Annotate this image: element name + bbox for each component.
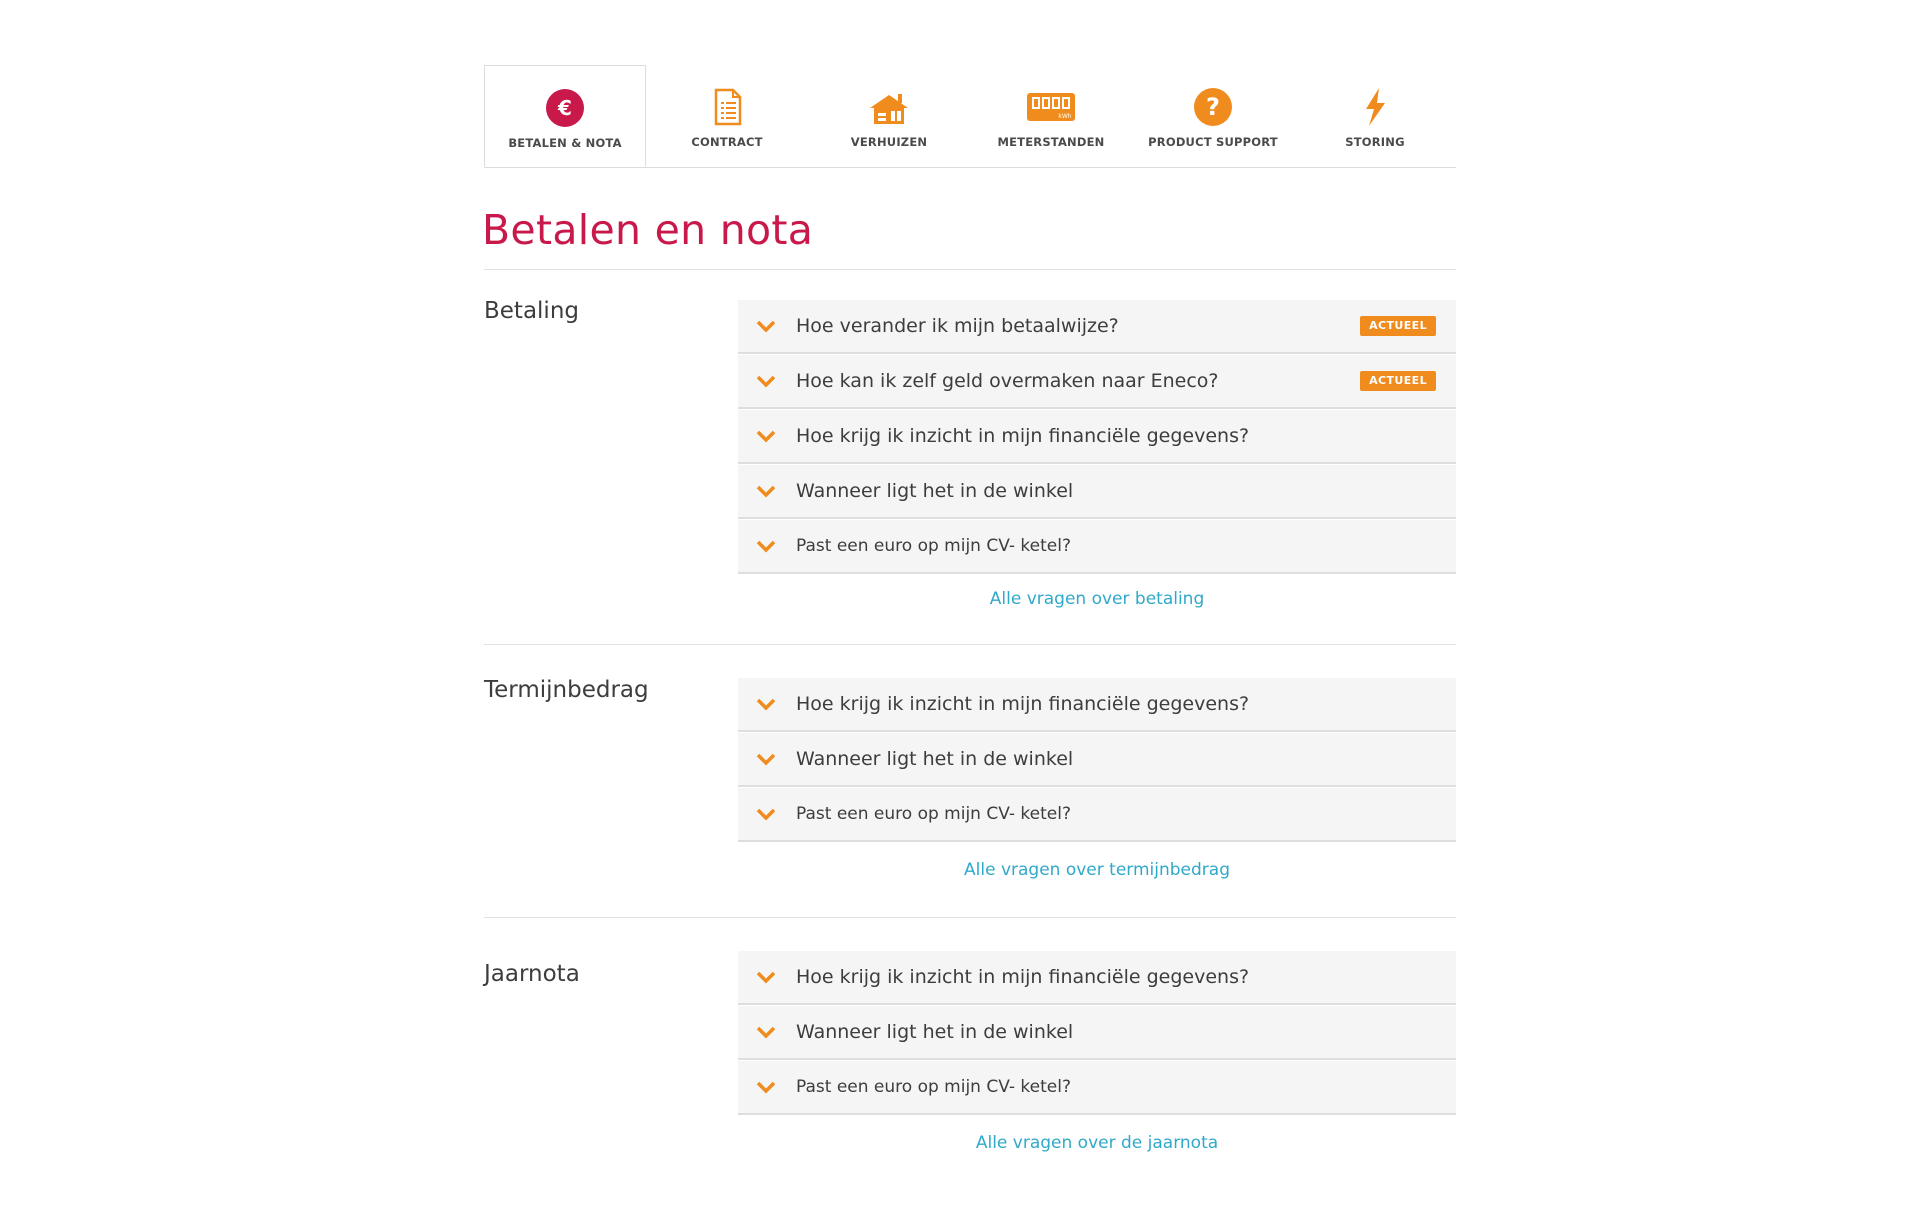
chevron-down-icon xyxy=(755,695,777,713)
chevron-down-icon xyxy=(755,750,777,768)
divider xyxy=(484,917,1456,918)
actueel-badge: ACTUEEL xyxy=(1360,316,1436,336)
tab-label: BETALEN & NOTA xyxy=(508,136,622,150)
category-tabs xyxy=(484,65,1456,168)
faq-question: Wanneer ligt het in de winkel xyxy=(796,480,1074,502)
faq-item[interactable] xyxy=(738,1006,1456,1060)
faq-question: Hoe kan ik zelf geld overmaken naar Eneco? xyxy=(796,370,1219,392)
tab-label: METERSTANDEN xyxy=(997,135,1105,149)
faq-item[interactable] xyxy=(738,1061,1456,1115)
tab-storing[interactable] xyxy=(1294,65,1456,166)
faq-question: Hoe krijg ik inzicht in mijn financiële gegevens? xyxy=(796,425,1250,447)
chevron-down-icon xyxy=(755,805,777,823)
svg-text:€: € xyxy=(558,96,572,120)
svg-text:kWh: kWh xyxy=(1058,113,1072,120)
chevron-down-icon xyxy=(755,537,777,555)
section-title-jaarnota: Jaarnota xyxy=(484,961,580,987)
divider xyxy=(484,269,1456,270)
faq-item[interactable] xyxy=(738,520,1456,574)
euro-icon xyxy=(544,87,586,129)
lightning-icon xyxy=(1354,86,1396,128)
faq-item[interactable] xyxy=(738,355,1456,409)
page-title: Betalen en nota xyxy=(482,206,814,254)
chevron-down-icon xyxy=(755,968,777,986)
tab-product-support[interactable] xyxy=(1132,65,1294,166)
faq-item[interactable] xyxy=(738,951,1456,1005)
faq-question: Wanneer ligt het in de winkel xyxy=(796,1021,1074,1043)
faq-question: Past een euro op mijn CV- ketel? xyxy=(796,1077,1071,1097)
question-icon xyxy=(1192,86,1234,128)
faq-question: Hoe krijg ik inzicht in mijn financiële gegevens? xyxy=(796,966,1250,988)
chevron-down-icon xyxy=(755,1078,777,1096)
document-icon xyxy=(706,86,748,128)
faq-item[interactable] xyxy=(738,678,1456,732)
actueel-badge: ACTUEEL xyxy=(1360,371,1436,391)
chevron-down-icon xyxy=(755,317,777,335)
faq-question: Hoe verander ik mijn betaalwijze? xyxy=(796,315,1119,337)
tab-verhuizen[interactable] xyxy=(808,65,970,166)
faq-question: Past een euro op mijn CV- ketel? xyxy=(796,804,1071,824)
tab-betalen-nota[interactable] xyxy=(484,65,646,167)
tab-meterstanden[interactable] xyxy=(970,65,1132,166)
faq-question: Wanneer ligt het in de winkel xyxy=(796,748,1074,770)
faq-list-betaling xyxy=(738,300,1456,575)
meter-icon xyxy=(1025,86,1077,128)
svg-text:?: ? xyxy=(1206,93,1220,121)
tab-label: STORING xyxy=(1345,135,1405,149)
chevron-down-icon xyxy=(755,1023,777,1041)
faq-question: Past een euro op mijn CV- ketel? xyxy=(796,536,1071,556)
all-questions-jaarnota-link[interactable]: Alle vragen over de jaarnota xyxy=(975,1133,1219,1153)
tab-contract[interactable] xyxy=(646,65,808,166)
tab-label: VERHUIZEN xyxy=(850,135,928,149)
faq-list-jaarnota xyxy=(738,951,1456,1116)
all-questions-termijnbedrag-link[interactable]: Alle vragen over termijnbedrag xyxy=(964,860,1230,880)
house-icon xyxy=(868,86,910,128)
section-title-betaling: Betaling xyxy=(484,298,579,324)
all-questions-betaling-link[interactable]: Alle vragen over betaling xyxy=(989,589,1205,609)
section-title-termijnbedrag: Termijnbedrag xyxy=(484,677,649,703)
faq-item[interactable] xyxy=(738,465,1456,519)
faq-item[interactable] xyxy=(738,788,1456,842)
chevron-down-icon xyxy=(755,427,777,445)
faq-item[interactable] xyxy=(738,733,1456,787)
faq-question: Hoe krijg ik inzicht in mijn financiële gegevens? xyxy=(796,693,1250,715)
faq-item[interactable] xyxy=(738,410,1456,464)
chevron-down-icon xyxy=(755,482,777,500)
faq-item[interactable] xyxy=(738,300,1456,354)
tab-label: CONTRACT xyxy=(691,135,763,149)
tab-label: PRODUCT SUPPORT xyxy=(1148,135,1278,149)
faq-list-termijnbedrag xyxy=(738,678,1456,843)
chevron-down-icon xyxy=(755,372,777,390)
divider xyxy=(484,644,1456,645)
